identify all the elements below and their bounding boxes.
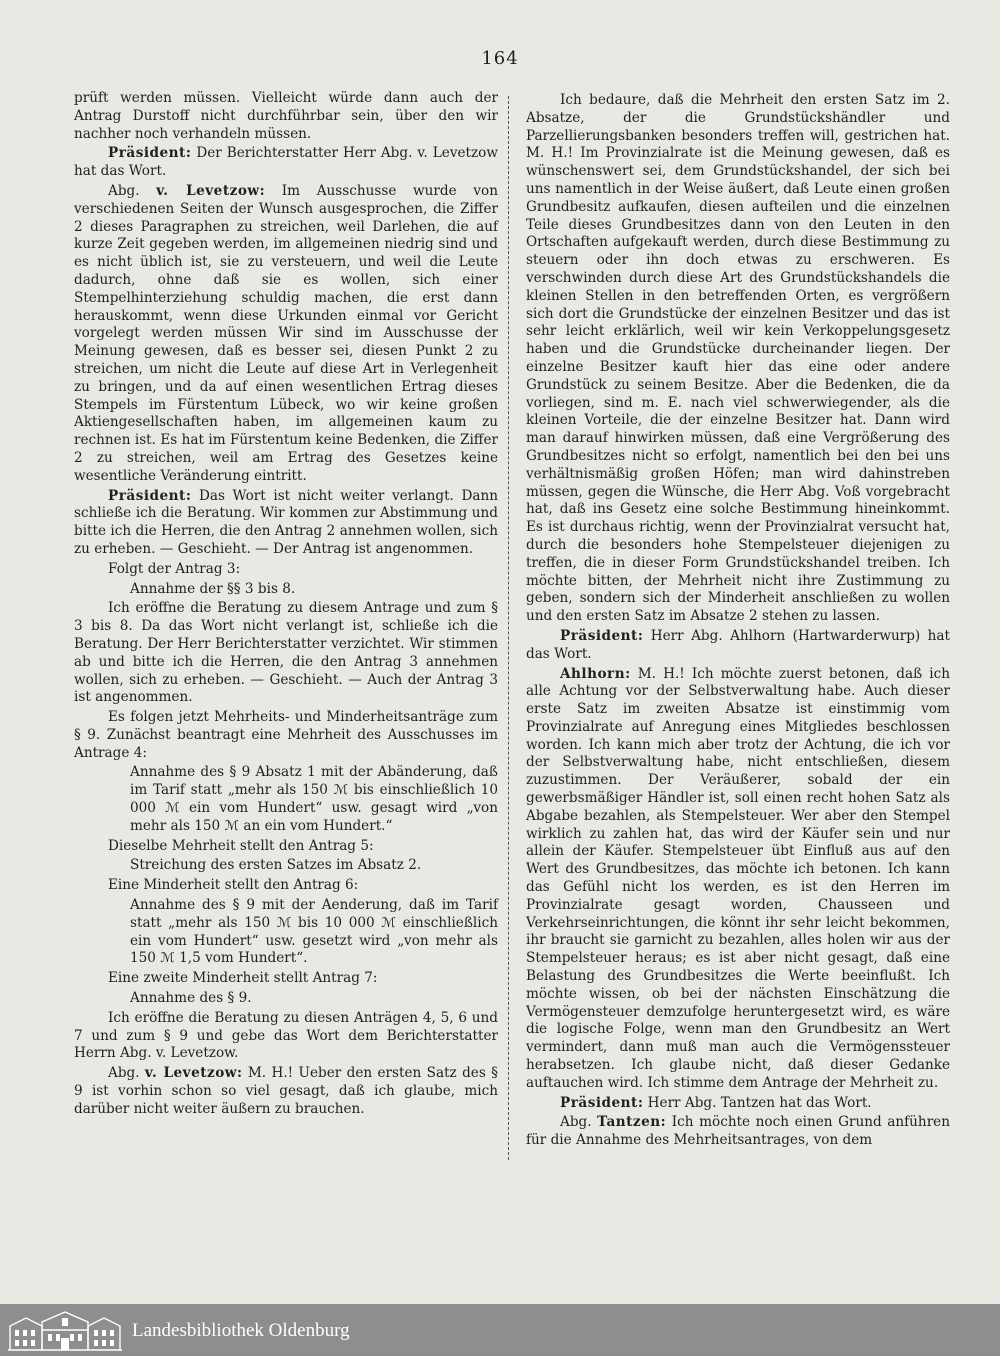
paragraph <box>74 838 498 856</box>
paragraph-text: Ich möchte noch einen Grund anführen für die Annahme des Mehrheitsantrages, von dem <box>526 1114 950 1149</box>
library-name: Landesbibliothek Oldenburg <box>132 1320 350 1341</box>
paragraph-text: Im Ausschusse wurde von verschiedenen Seiten der Wunsch ausgesprochen, die Ziffer 2 dieses Paragraphen zu streichen, weil Darlehen, die auf kurze Zeit gegeben werden, im allgemeinen niedrig sind und es nicht üblich ist, sie zu versteuern, und weil die Leute dadurch, ohne daß sie es wollen, sich einer Stempelhinterziehung schuldig machen, die erst dann herauskommt, wenn diese Urkunden einmal vor Gericht vorgelegt werden müssen Wir sind im Ausschusse der Meinung gewesen, daß es besser sei, diesen Punkt 2 zu streichen, um nicht die Leute auf diese Art in Verlegenheit zu bringen, und da auf einen wesentlichen Ertrag dieses Stempels im Fürstentum Lübeck, wo wir keine großen Aktiengesellschaften haben, im allgemeinen kaum zu rechnen ist. Es hat im Fürstentum keine Bedenken, die Ziffer 2 zu streichen, weil am Ertrag des Gesetzes keine wesentliche Veränderung eintritt. <box>74 182 498 484</box>
paragraph <box>74 857 498 875</box>
paragraph <box>74 561 498 579</box>
paragraph <box>74 709 498 762</box>
paragraph-text: Annahme der §§ 3 bis 8. <box>130 580 296 597</box>
paragraph-text: Herr Abg. Ahlhorn (Hartwarderwurp) hat das Wort. <box>526 627 950 662</box>
paragraph <box>74 145 498 181</box>
paragraph-text: Streichung des ersten Satzes im Absatz 2. <box>130 857 422 874</box>
paragraph-text: Das Wort ist nicht weiter verlangt. Dann schließe ich die Beratung. Wir kommen zur Abstimmung und bitte ich die Herren, die den Antrag 2 annehmen wollen, sich zu erheben. — Geschieht. — Der Antrag ist angenommen. <box>74 487 498 557</box>
paragraph-text: Annahme des § 9. <box>130 990 252 1007</box>
paragraph <box>526 92 950 626</box>
left-text-column <box>74 90 498 1121</box>
speaker-name: Präsident: <box>560 1094 644 1111</box>
speaker-name: Ahlhorn: <box>560 665 631 682</box>
paragraph-text: M. H.! Ich möchte zuerst betonen, daß ich alle Achtung vor der Selbstverwaltung habe. Auch dieser erste Satz im zweiten Absatze ist einstimmig vom Provinzialrate auf Anregung eines Mitgliedes beschlossen worden. Ich kann mich aber trotz der Achtung, die ich vor der Selbstverwaltung habe, nicht entschließen, diesem zuzustimmen. Der Veräußerer, sobald der ein gewerbsmäßiger Händler ist, soll einen recht hohen Satz als Abgabe bezahlen, als Stempelsteuer. Wer aber den Stempel wirklich zu zahlen hat, das wird der Käufer sein und nur allein der Käufer. Stempelsteuer übt Einfluß aus auf den Wert des Grundbesitzes, das möchte ich betonen. Ich kann das Gefühl nicht los werden, es ist den Herren im Provinzialrate gesagt worden, Chausseen und Verkehrseinrichtungen, die könnt ihr sehr leicht bekommen, ihr braucht sie garnicht zu bezahlen, alles holen wir aus der Stempelsteuer heraus; es ist aber nicht gesagt, daß eine Belastung des Grundbesitzes die Werte beeinflußt. Ich möchte wissen, ob bei der nächsten Einschätzung die Vermögensteuer demzufolge heruntergesetzt wird, es wäre die logische Folge, wenn man den Grundbesitz an Wert vermindert, dann muß man auch die Vermögenssteuer herabsetzen. Ich glaube nicht, daß dieser Gedanke auftauchen wird. Ich stimme dem Antrage der Mehrheit zu. <box>526 665 950 1091</box>
paragraph-text: Annahme des § 9 mit der Aenderung, daß im Tarif statt „mehr als 150 ℳ bis 10 000 ℳ einschließlich ein vom Hundert“ usw. gesetzt wird „von mehr als 150 ℳ 1,5 vom Hundert“. <box>130 897 498 967</box>
paragraph <box>74 581 498 599</box>
paragraph <box>74 990 498 1008</box>
page-number: 164 <box>481 48 519 69</box>
paragraph-text: Eine Minderheit stellt den Antrag 6: <box>108 877 359 894</box>
paragraph-text: prüft werden müssen. Vielleicht würde dann auch der Antrag Durstoff nicht durchführbar sein, über den wir nachher noch verhandeln müssen. <box>74 90 498 142</box>
paragraph <box>74 183 498 486</box>
paragraph-text: M. H.! Ueber den ersten Satz des § 9 ist vorhin schon so viel gesagt, daß ich glaube, mich darüber nicht weiter äußern zu brauchen. <box>74 1065 498 1117</box>
column-divider <box>508 96 509 1160</box>
paragraph-text: Ich eröffne die Beratung zu diesen Anträgen 4, 5, 6 und 7 und zum § 9 und gebe das Wort dem Berichterstatter Herrn Abg. v. Levetzow. <box>74 1009 498 1062</box>
speaker-name: Tantzen: <box>597 1114 667 1131</box>
paragraph <box>74 897 498 968</box>
paragraph-text: Ich eröffne die Beratung zu diesem Antrage und zum § 3 bis 8. Da das Wort nicht verlangt ist, schließe ich die Beratung. Der Herr Berichterstatter verzichtet. Wir stimmen ab und bitte ich die Herren, die den Antrag 3 annehmen wollen, sich zu erheben. — Geschieht. — Auch der Antrag 3 ist angenommen. <box>74 600 498 706</box>
paragraph <box>74 764 498 835</box>
paragraph <box>526 1095 950 1113</box>
paragraph <box>74 90 498 143</box>
speaker-prefix: Abg. <box>560 1114 598 1131</box>
paragraph <box>74 877 498 895</box>
paragraph-text: Folgt der Antrag 3: <box>108 560 241 577</box>
paragraph-text: Annahme des § 9 Absatz 1 mit der Abänderung, daß im Tarif statt „mehr als 150 ℳ bis einschließlich 10 000 ℳ ein vom Hundert“ usw. gesagt wird „von mehr als 150 ℳ an ein vom Hundert.“ <box>130 764 498 834</box>
speaker-name: Präsident: <box>108 145 192 162</box>
paragraph-text: Ich bedaure, daß die Mehrheit den ersten Satz im 2. Absatze, der die Grundstückshändler und Parzellierungsbanken besonders treffen will, gestrichen hat. M. H.! Im Provinzialrate ist die Meinung gewesen, daß es wünschenswert sei, dem Grundstückshandel, der sich bei uns namentlich in der Weise äußert, daß Leute einen großen Grundbesitz aufkaufen, diesen aufteilen und die einzelnen Teile dieses Grundbesitzes dann von den Leuten in den Ortschaften aufgekauft werden, durch diese Bestimmung zu steuern oder ihn doch etwas zu erschweren. Es verschwinden durch diese Art des Grundstückshandels die kleinen Stellen in den betreffenden Orten, es vergrößern sich dort die Grundstücke der einzelnen Besitzer und das ist sehr leicht erklärlich, weil wir kein Verkoppelungsgesetz haben und die Grundstücke durcheinander liegen. Der einzelne Besitzer kauft hier das eine oder andere Grundstück zu seinem Besitze. Aber die Bedenken, die da vorliegen, sind m. E. nach viel schwerwiegender, als die kleinen Vorteile, die der einzelne Besitzer hat. Dann wird man darauf hinwirken müssen, daß eine Vergrößerung des Grundbesitzes nicht so erfolgt, namentlich bei den bei uns verhältnismäßig großen Höfen; man wird dahinstreben müssen, gegen die Wünsche, die Herr Abg. Voß vorgebracht hat, daß ins Gesetz eine solche Bestimmung hineinkommt. Es ist durchaus richtig, wenn der Provinzialrat versucht hat, durch die besonders hohe Stempelsteuer diejenigen zu treffen, die in dieser Form Grundstückshandel treiben. Ich möchte bitten, der Mehrheit nicht ihre Zustimmung zu geben, sondern sich der Minderheit anschließen zu wollen und den ersten Satz im Absatze 2 stehen zu lassen. <box>526 92 950 625</box>
paragraph <box>526 1114 950 1150</box>
paragraph-text: Herr Abg. Tantzen hat das Wort. <box>643 1094 872 1111</box>
speaker-name: v. Levetzow: <box>144 1065 243 1082</box>
paragraph <box>526 666 950 1093</box>
paragraph-text: Der Berichterstatter Herr Abg. v. Levetzow hat das Wort. <box>74 145 498 180</box>
speaker-prefix: Abg. <box>108 182 157 199</box>
library-building-logo-icon <box>6 1308 124 1352</box>
speaker-name: Präsident: <box>108 487 192 504</box>
speaker-prefix: Abg. <box>108 1065 145 1082</box>
footer-band <box>0 1304 1000 1356</box>
right-text-column <box>526 92 950 1152</box>
paragraph <box>74 1010 498 1063</box>
paragraph-text: Es folgen jetzt Mehrheits- und Minderheitsanträge zum § 9. Zunächst beantragt eine Mehrheit des Ausschusses im Antrage 4: <box>74 709 498 761</box>
paragraph <box>74 600 498 707</box>
paragraph <box>526 628 950 664</box>
paragraph-text: Eine zweite Minderheit stellt Antrag 7: <box>108 970 378 987</box>
speaker-name: Präsident: <box>560 627 644 644</box>
paragraph-text: Dieselbe Mehrheit stellt den Antrag 5: <box>108 837 374 854</box>
paragraph <box>74 970 498 988</box>
speaker-name: v. Levetzow: <box>156 182 266 199</box>
paragraph <box>74 1065 498 1118</box>
paragraph <box>74 488 498 559</box>
